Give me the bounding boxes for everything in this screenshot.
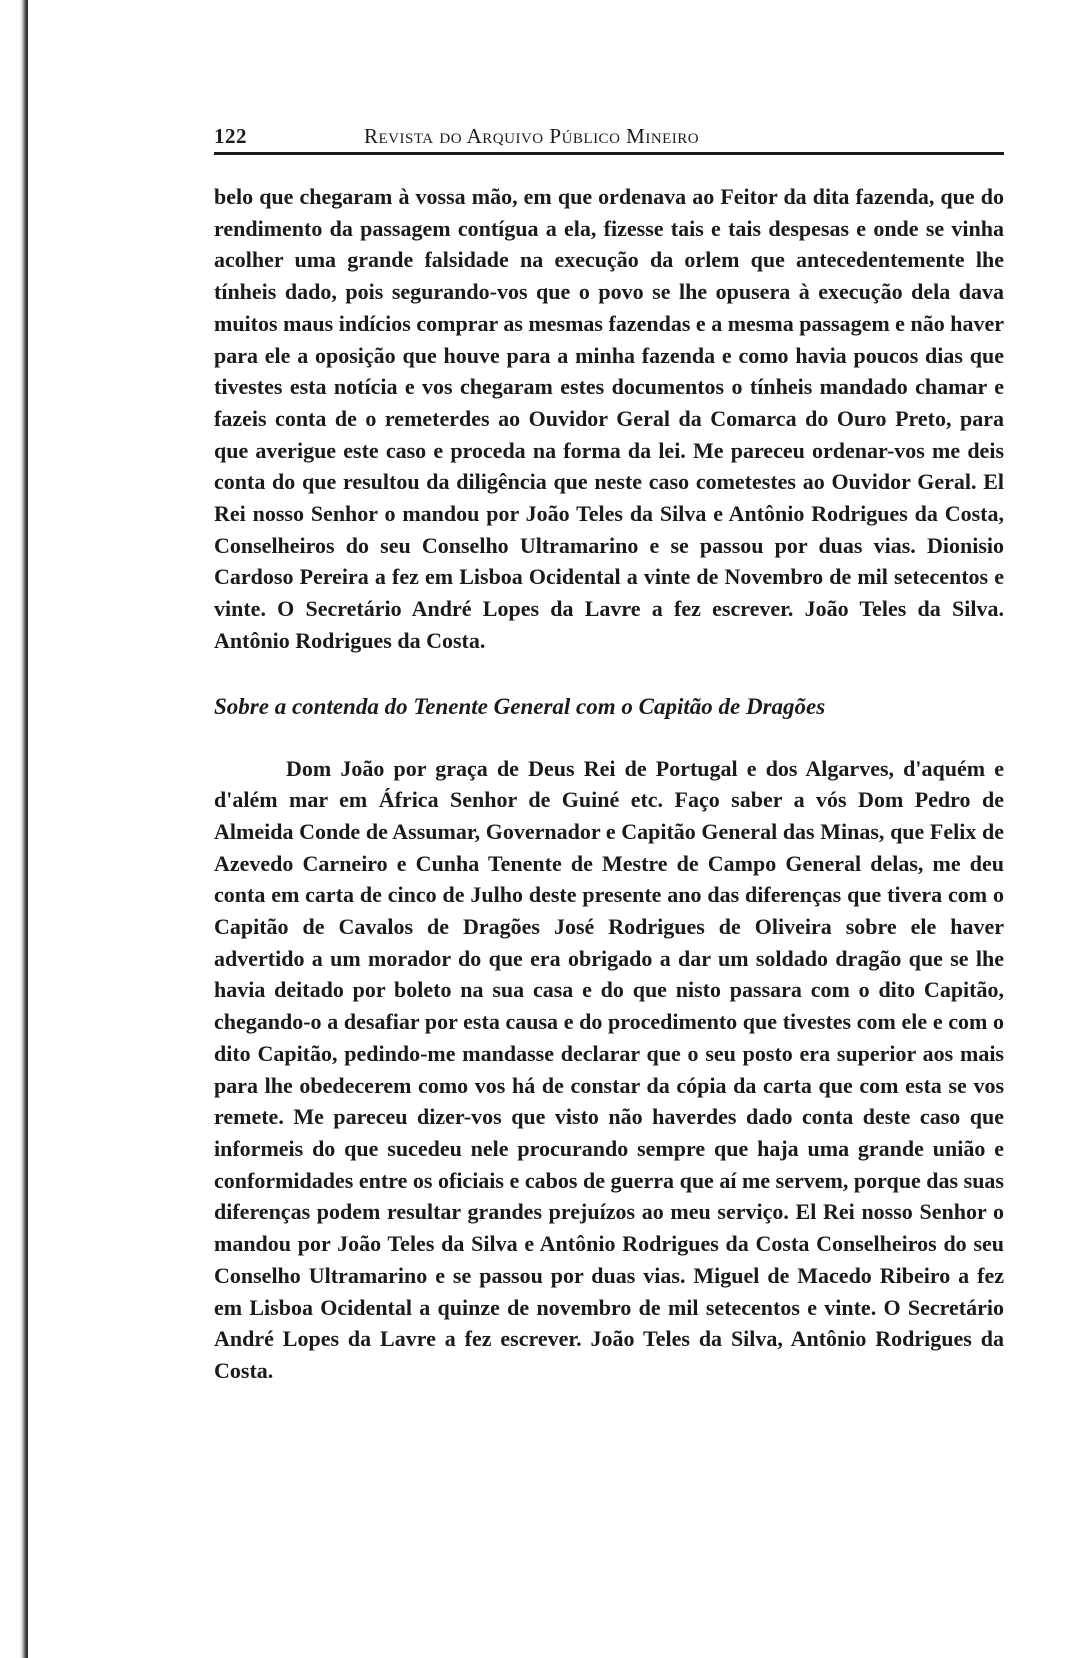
paragraph-continued: belo que chegaram à vossa mão, em que ordenava ao Feitor da dita fazenda, que do rendimento da passagem contígua a ela, fizesse tais e tais despesas e onde se vinha acolher uma grande falsidade na execução da orlem que antecedentemente lhe tínheis dado, pois segurando-vos que o povo se lhe opusera à execução dela dava muitos maus indícios comprar as mesmas fazendas e a mesma passagem e não haver para ele a oposição que houve para a minha fazenda e como havia poucos dias que tivestes esta notícia e vos chegaram estes documentos o tínheis mandado chamar e fazeis conta de o remeterdes ao Ouvidor Geral da Comarca do Ouro Preto, para que averigue este caso e proceda na forma da lei. Me pareceu ordenar-vos me deis conta do que resultou da diligência que neste caso cometestes ao Ouvidor Geral. El Rei nosso Senhor o mandou por João Teles da Silva e Antônio Rodrigues da Costa, Conselheiros do seu Conselho Ultramarino e se passou por duas vias. Dionisio Cardoso Pereira a fez em Lisboa Ocidental a vinte de Novembro de mil setecentos e vinte. O Secretário André Lopes da Lavre a fez escrever. João Teles da Silva. Antônio Rodrigues da Costa. <box>214 184 1004 653</box>
section-heading: Sobre a contenda do Tenente General com o Capitão de Dragões <box>214 693 826 719</box>
paragraph-letter: Dom João por graça de Deus Rei de Portugal e dos Algarves, d'aquém e d'além mar em África Senhor de Guiné etc. Faço saber a vós Dom Pedro de Almeida Conde de Assumar, Governador e Capitão General das Minas, que Felix de Azevedo Carneiro e Cunha Tenente de Mestre de Campo General delas, me deu conta em carta de cinco de Julho deste presente ano das diferenças que tivera com o Capitão de Cavalos de Dragões José Rodrigues de Oliveira sobre ele haver advertido a um morador do que era obrigado a dar um soldado dragão que se lhe havia deitado por boleto na sua casa e do que nisto passara com o dito Capitão, chegando-o a desafiar por esta causa e do procedimento que tivestes com ele e com o dito Capitão, pedindo-me mandasse declarar que o seu posto era superior aos mais para lhe obedecerem como vos há de constar da cópia da carta que com esta se vos remete. Me pareceu dizer-vos que visto não haverdes dado conta deste caso que informeis do que sucedeu nele procurando sempre que haja uma grande união e conformidades entre os oficiais e cabos de guerra que aí me servem, porque das suas diferenças podem resultar grandes prejuízos ao meu serviço. El Rei nosso Senhor o mandou por João Teles da Silva e Antônio Rodrigues da Costa Conselheiros do seu Conselho Ultramarino e se passou por duas vias. Miguel de Macedo Ribeiro a fez em Lisboa Ocidental a quinze de novembro de mil setecentos e vinte. O Secretário André Lopes da Lavre a fez escrever. João Teles da Silva, Antônio Rodrigues da Costa. <box>214 755 1004 1383</box>
running-head <box>214 118 1004 155</box>
journal-title: Revista do Arquivo Público Mineiro <box>364 124 700 148</box>
body-text <box>214 181 1004 1387</box>
page-number: 122 <box>214 124 247 148</box>
document-page <box>214 118 1004 1387</box>
book-binding-edge <box>0 0 28 1658</box>
